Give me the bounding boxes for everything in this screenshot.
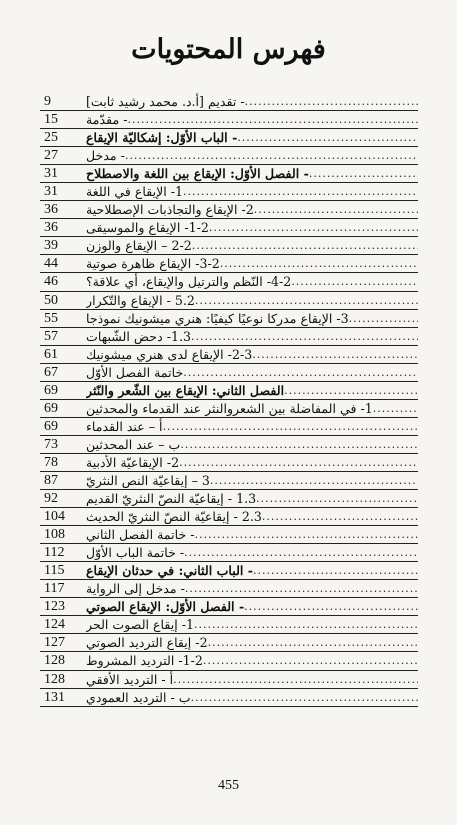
toc-page-number: 128 (44, 671, 65, 687)
toc-entry-title: 2- الإيقاع والتجاذبات الإصطلاحية (86, 202, 254, 218)
dot-leader (184, 544, 418, 561)
toc-page-number: 128 (44, 653, 65, 669)
toc-entry-title: - مدخل (86, 148, 125, 164)
dot-leader (209, 219, 418, 236)
dot-leader (195, 526, 418, 543)
toc-page-number: 36 (44, 220, 58, 236)
toc-entry (40, 201, 418, 219)
toc-entry (40, 219, 418, 237)
toc-entry (40, 671, 418, 689)
toc-entry (40, 255, 418, 273)
toc-page-number: 69 (44, 400, 58, 416)
dot-leader (220, 255, 418, 272)
toc-page-number: 69 (44, 382, 58, 398)
toc-entry (40, 273, 418, 291)
toc-page-number: 78 (44, 454, 58, 470)
toc-entry (40, 544, 418, 562)
toc-page-number: 92 (44, 491, 58, 507)
toc-page-number: 117 (44, 581, 65, 597)
dot-leader (208, 634, 418, 651)
toc-page-number: 67 (44, 364, 58, 380)
dot-leader (210, 472, 418, 489)
dot-leader (252, 346, 418, 363)
toc-entry (40, 490, 418, 508)
dot-leader (291, 273, 418, 290)
toc-entry (40, 634, 418, 652)
toc-entry-title: 5.2 - الإيقاع والتّكرار (86, 292, 195, 308)
toc-entry (40, 616, 418, 634)
toc-page-number: 46 (44, 274, 58, 290)
dot-leader (127, 111, 418, 128)
toc-entry (40, 111, 418, 129)
dot-leader (125, 147, 418, 164)
dot-leader (191, 328, 418, 345)
dot-leader (262, 508, 418, 525)
toc-entry-title: 3-2- الإيقاع ظاهرة صوتية (86, 256, 220, 272)
toc-page-number: 124 (44, 617, 65, 633)
page-title: فهرس المحتويات (131, 34, 326, 65)
toc-entry-title: - خاتمة الباب الأوّل (86, 545, 185, 561)
toc-page-number: 69 (44, 418, 58, 434)
toc-entry-title: 1- الإيقاع في اللغة (86, 184, 184, 200)
toc-entry-title: ب – عند المحدثين (86, 436, 181, 452)
page-number: 455 (218, 778, 239, 793)
toc-page-number: 25 (44, 130, 58, 146)
toc-entry-title: 1.3- دحض الشّبهات (86, 328, 191, 344)
toc-entry-title: 1-2- الإيقاع والموسيقى (86, 220, 209, 236)
toc-entry (40, 382, 418, 400)
toc-entry (40, 165, 418, 183)
toc-entry (40, 183, 418, 201)
dot-leader (195, 292, 418, 309)
toc-page-number: 50 (44, 292, 58, 308)
toc-entry-title: أ – عند القدماء (86, 418, 163, 434)
toc-entry-title: - مقدّمة (86, 112, 128, 128)
dot-leader (173, 671, 418, 688)
toc-entry-title: - الباب الثاني: في حدثان الإيقاع (86, 563, 254, 579)
toc-entry-title: أ - الترديد الأفقي (86, 671, 174, 687)
toc-entry (40, 400, 418, 418)
toc-entry (40, 364, 418, 382)
toc-entry-title: - مدخل إلى الرواية (86, 581, 185, 597)
toc-page-number: 9 (44, 94, 51, 109)
toc-page-number: 39 (44, 238, 58, 254)
toc-entry-title: 2- إيقاع الترديد الصوتي (86, 635, 208, 651)
toc-entry-title: 1- في المفاضلة بين الشعروالنثر عند القدماء والمحدثين (86, 400, 373, 416)
toc-entry (40, 147, 418, 165)
toc-page-number: 104 (44, 509, 65, 525)
dot-leader (284, 382, 418, 399)
toc-page-number: 31 (44, 184, 58, 200)
dot-leader (183, 364, 418, 381)
dot-leader (180, 436, 418, 453)
toc-page-number: 108 (44, 527, 65, 543)
toc-entry-title: 3- الإيقاع مدركا نوعيًا كيفيًا: هنري ميشونيك نموذجا (86, 310, 349, 326)
toc-entry-title: 1- إيقاع الصوت الحر (86, 617, 195, 633)
toc-page-number: 123 (44, 599, 65, 615)
dot-leader (163, 418, 418, 435)
dot-leader (253, 562, 418, 579)
toc-page-number: 127 (44, 635, 65, 651)
toc-entry (40, 237, 418, 255)
toc-page-number: 73 (44, 436, 58, 452)
toc-entry-title: - الباب الأوّل: إشكاليّة الإيقاع (86, 130, 238, 146)
toc-page-number: 112 (44, 545, 65, 561)
toc-page-number: 115 (44, 563, 65, 579)
dot-leader (245, 93, 418, 110)
toc-entry-title: 4-2- النّظم والترتيل والإيقاع، أي علاقة؟ (86, 274, 292, 290)
toc-entry (40, 689, 418, 707)
toc-entry-title: 2- الإيقاعيّة الأدبية (86, 454, 180, 470)
toc-page-number: 61 (44, 346, 58, 362)
dot-leader (194, 616, 418, 633)
toc-page-number: 44 (44, 256, 58, 272)
toc-page-number: 36 (44, 202, 58, 218)
toc-entry (40, 454, 418, 472)
toc-entry (40, 580, 418, 598)
toc-entry-title: الفصل الثاني: الإيقاع بين الشّعر والنّثر (86, 382, 285, 398)
toc-entry (40, 346, 418, 364)
dot-leader (237, 129, 418, 146)
toc-entry-title: 1.3 - إيقاعيّة النصّ النثريّ القديم (86, 491, 257, 507)
dot-leader (192, 237, 418, 254)
dot-leader (179, 454, 418, 471)
toc-entry (40, 508, 418, 526)
toc-page-number: 27 (44, 148, 58, 164)
toc-page-number: 131 (44, 689, 65, 705)
toc-entry-title: - خاتمة الفصل الثاني (86, 527, 195, 543)
dot-leader (256, 490, 418, 507)
toc-entry (40, 652, 418, 670)
dot-leader (309, 165, 418, 182)
toc-entry (40, 310, 418, 328)
toc-page-number: 87 (44, 472, 58, 488)
toc-entry (40, 598, 418, 616)
table-of-contents (40, 93, 418, 707)
dot-leader (183, 183, 418, 200)
dot-leader (203, 652, 418, 669)
dot-leader (244, 598, 418, 615)
dot-leader (254, 201, 418, 218)
toc-page-number: 55 (44, 310, 58, 326)
toc-entry (40, 328, 418, 346)
toc-entry-title: 2-2 – الإيقاع والوزن (86, 238, 192, 254)
toc-entry (40, 292, 418, 310)
toc-entry (40, 562, 418, 580)
toc-entry (40, 526, 418, 544)
dot-leader (185, 580, 418, 597)
toc-entry-title: 2-3- الإيقاع لدى هنري ميشونيك (86, 346, 253, 362)
toc-page-number: 31 (44, 166, 58, 182)
dot-leader (191, 689, 418, 706)
toc-entry-title: - الفصل الأوّل: الإيقاع بين اللغة والاصطلاح (86, 166, 309, 182)
toc-entry-title: - تقديم [أ.د. محمد رشيد ثابت] (86, 94, 245, 109)
toc-entry (40, 418, 418, 436)
toc-entry (40, 472, 418, 490)
toc-entry-title: ب - الترديد العمودي (86, 689, 191, 705)
dot-leader (373, 400, 418, 417)
dot-leader (349, 310, 418, 327)
toc-entry (40, 436, 418, 454)
toc-page-number: 57 (44, 328, 58, 344)
toc-entry-title: 2.3 - إيقاعيّة النصّ النثريّ الحديث (86, 509, 262, 525)
toc-entry-title: خاتمة الفصل الأوّل (86, 364, 184, 380)
toc-entry (40, 93, 418, 111)
toc-entry (40, 129, 418, 147)
toc-entry-title: - الفصل الأوّل: الإيقاع الصوتي (86, 599, 245, 615)
toc-page-number: 15 (44, 112, 58, 128)
toc-entry-title: 1-2- الترديد المشروط (86, 653, 203, 669)
toc-entry-title: 3 – إيقاعيّة النص النثريّ (86, 472, 210, 488)
